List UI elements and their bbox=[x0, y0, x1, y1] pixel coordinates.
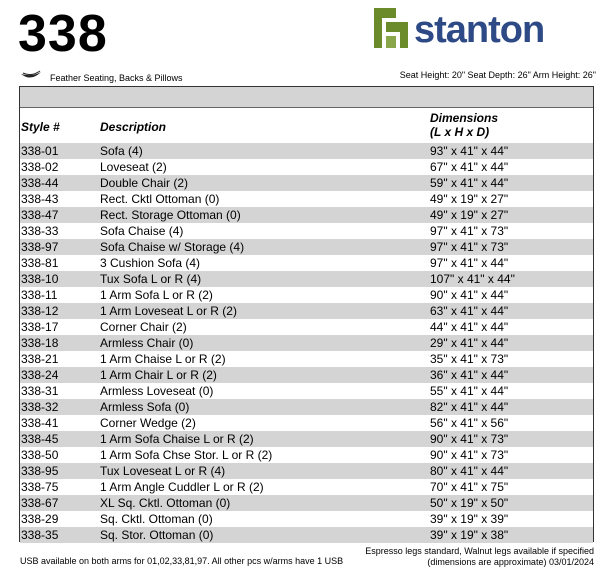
style-cell: 338-29 bbox=[21, 512, 59, 526]
description-cell: Corner Chair (2) bbox=[100, 320, 187, 334]
description-cell: Sofa (4) bbox=[100, 144, 143, 158]
description-cell: Rect. Storage Ottoman (0) bbox=[100, 208, 241, 222]
dimensions-cell: 55" x 41" x 44" bbox=[430, 384, 509, 398]
table-row bbox=[20, 271, 593, 287]
style-cell: 338-45 bbox=[21, 432, 59, 446]
description-cell: Rect. Cktl Ottoman (0) bbox=[100, 192, 220, 206]
dimensions-cell: 49" x 19" x 27" bbox=[430, 192, 509, 206]
table-row bbox=[20, 159, 593, 175]
legs-note-line2: (dimensions are approximate) 03/01/2024 bbox=[427, 557, 594, 567]
product-table bbox=[19, 86, 594, 542]
style-cell: 338-47 bbox=[21, 208, 59, 222]
table-row bbox=[20, 383, 593, 399]
brand-logo-mark bbox=[372, 6, 410, 50]
table-row bbox=[20, 367, 593, 383]
dimensions-cell: 90" x 41" x 73" bbox=[430, 448, 509, 462]
dimensions-cell: 36" x 41" x 44" bbox=[430, 368, 509, 382]
dimensions-cell: 90" x 41" x 44" bbox=[430, 288, 509, 302]
dimensions-cell: 29" x 41" x 44" bbox=[430, 336, 509, 350]
description-cell: 1 Arm Sofa Chse Stor. L or R (2) bbox=[100, 448, 273, 462]
dimensions-cell: 59" x 41" x 44" bbox=[430, 176, 509, 190]
style-cell: 338-97 bbox=[21, 240, 59, 254]
description-cell: Sq. Cktl. Ottoman (0) bbox=[100, 512, 213, 526]
style-cell: 338-11 bbox=[21, 288, 58, 302]
column-header-dimensions-line2: (L x H x D) bbox=[430, 125, 490, 139]
table-top-bar bbox=[20, 87, 593, 108]
legs-note bbox=[365, 546, 594, 568]
dimensions-cell: 50" x 19" x 50" bbox=[430, 496, 509, 510]
description-cell: 1 Arm Angle Cuddler L or R (2) bbox=[100, 480, 264, 494]
table-row bbox=[20, 143, 593, 159]
style-cell: 338-50 bbox=[21, 448, 59, 462]
dimensions-cell: 70" x 41" x 75" bbox=[430, 480, 509, 494]
table-row bbox=[20, 335, 593, 351]
description-cell: 1 Arm Chaise L or R (2) bbox=[100, 352, 226, 366]
table-row bbox=[20, 511, 593, 527]
column-header-dimensions bbox=[430, 111, 498, 139]
description-cell: 1 Arm Loveseat L or R (2) bbox=[100, 304, 237, 318]
description-cell: Double Chair (2) bbox=[100, 176, 189, 190]
description-cell: Tux Sofa L or R (4) bbox=[100, 272, 202, 286]
description-cell: Armless Loveseat (0) bbox=[100, 384, 214, 398]
dimensions-cell: 63" x 41" x 44" bbox=[430, 304, 509, 318]
dimensions-cell: 90" x 41" x 73" bbox=[430, 432, 509, 446]
dimensions-cell: 80" x 41" x 44" bbox=[430, 464, 509, 478]
style-cell: 338-41 bbox=[21, 416, 59, 430]
usb-note: USB available on both arms for 01,02,33,81,97. All other pcs w/arms have 1 USB bbox=[20, 556, 344, 566]
style-cell: 338-24 bbox=[21, 368, 59, 382]
description-cell: Sofa Chaise w/ Storage (4) bbox=[100, 240, 245, 254]
column-header-description: Description bbox=[100, 120, 167, 134]
style-cell: 338-01 bbox=[21, 144, 59, 158]
table-row bbox=[20, 191, 593, 207]
dimensions-cell: 97" x 41" x 44" bbox=[430, 256, 509, 270]
dimensions-cell: 82" x 41" x 44" bbox=[430, 400, 509, 414]
table-row bbox=[20, 415, 593, 431]
brand-name: stanton bbox=[414, 9, 545, 51]
style-cell: 338-44 bbox=[21, 176, 59, 190]
table-row bbox=[20, 431, 593, 447]
table-row bbox=[20, 479, 593, 495]
table-row bbox=[20, 303, 593, 319]
description-cell: 1 Arm Chair L or R (2) bbox=[100, 368, 217, 382]
table-row bbox=[20, 463, 593, 479]
seat-dimensions-line: Seat Height: 20" Seat Depth: 26" Arm Height: 26" bbox=[399, 70, 596, 80]
style-cell: 338-17 bbox=[21, 320, 59, 334]
description-cell: Sq. Stor. Ottoman (0) bbox=[100, 528, 214, 542]
style-cell: 338-95 bbox=[21, 464, 59, 478]
description-cell: XL Sq. Cktl. Ottoman (0) bbox=[100, 496, 231, 510]
table-row bbox=[20, 287, 593, 303]
description-cell: Loveseat (2) bbox=[100, 160, 167, 174]
style-cell: 338-12 bbox=[21, 304, 59, 318]
table-row bbox=[20, 239, 593, 255]
table-header bbox=[20, 108, 593, 143]
column-header-dimensions-line1: Dimensions bbox=[430, 111, 499, 125]
table-row bbox=[20, 223, 593, 239]
brand-logo bbox=[372, 6, 587, 56]
style-cell: 338-32 bbox=[21, 400, 59, 414]
table-row bbox=[20, 351, 593, 367]
dimensions-cell: 97" x 41" x 73" bbox=[430, 240, 509, 254]
style-number: 338 bbox=[18, 5, 108, 63]
style-cell: 338-67 bbox=[21, 496, 59, 510]
style-cell: 338-81 bbox=[21, 256, 59, 270]
dimensions-cell: 107" x 41" x 44" bbox=[430, 272, 515, 286]
style-cell: 338-35 bbox=[21, 528, 59, 542]
description-cell: 1 Arm Sofa Chaise L or R (2) bbox=[100, 432, 254, 446]
description-cell: Tux Loveseat L or R (4) bbox=[100, 464, 226, 478]
style-cell: 338-18 bbox=[21, 336, 59, 350]
table-body bbox=[20, 143, 593, 543]
style-cell: 338-21 bbox=[21, 352, 59, 366]
legs-note-line1: Espresso legs standard, Walnut legs available if specified bbox=[365, 546, 594, 556]
feather-seating-icon bbox=[20, 68, 42, 82]
table-row bbox=[20, 175, 593, 191]
table-row bbox=[20, 207, 593, 223]
table-row bbox=[20, 447, 593, 463]
table-row bbox=[20, 495, 593, 511]
dimensions-cell: 35" x 41" x 73" bbox=[430, 352, 509, 366]
dimensions-cell: 97" x 41" x 73" bbox=[430, 224, 509, 238]
description-cell: 3 Cushion Sofa (4) bbox=[100, 256, 201, 270]
style-cell: 338-31 bbox=[21, 384, 59, 398]
table-row bbox=[20, 527, 593, 543]
dimensions-cell: 93" x 41" x 44" bbox=[430, 144, 509, 158]
dimensions-cell: 67" x 41" x 44" bbox=[430, 160, 509, 174]
style-cell: 338-02 bbox=[21, 160, 59, 174]
style-cell: 338-10 bbox=[21, 272, 59, 286]
dimensions-cell: 39" x 19" x 39" bbox=[430, 512, 509, 526]
table-row bbox=[20, 319, 593, 335]
style-cell: 338-43 bbox=[21, 192, 59, 206]
description-cell: 1 Arm Sofa L or R (2) bbox=[100, 288, 213, 302]
style-cell: 338-75 bbox=[21, 480, 59, 494]
description-cell: Corner Wedge (2) bbox=[100, 416, 196, 430]
seating-type-label: Feather Seating, Backs & Pillows bbox=[50, 73, 183, 83]
dimensions-cell: 49" x 19" x 27" bbox=[430, 208, 509, 222]
dimensions-cell: 39" x 19" x 38" bbox=[430, 528, 509, 542]
description-cell: Armless Chair (0) bbox=[100, 336, 194, 350]
description-cell: Sofa Chaise (4) bbox=[100, 224, 184, 238]
dimensions-cell: 56" x 41" x 56" bbox=[430, 416, 509, 430]
style-cell: 338-33 bbox=[21, 224, 59, 238]
table-row bbox=[20, 399, 593, 415]
table-row bbox=[20, 255, 593, 271]
column-header-style: Style # bbox=[21, 120, 60, 134]
description-cell: Armless Sofa (0) bbox=[100, 400, 190, 414]
dimensions-cell: 44" x 41" x 44" bbox=[430, 320, 509, 334]
